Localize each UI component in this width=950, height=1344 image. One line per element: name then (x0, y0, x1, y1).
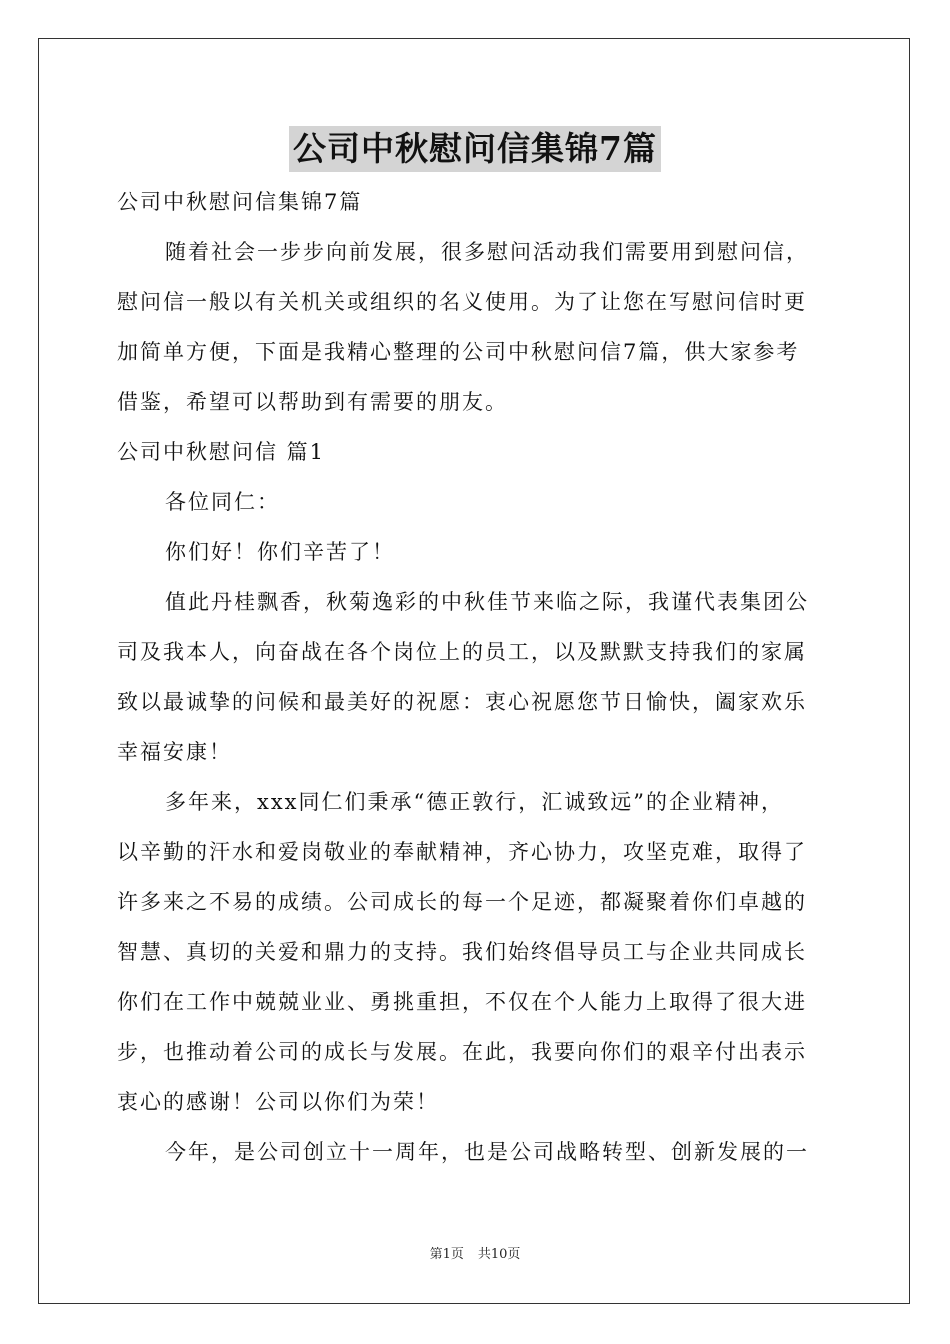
text-line: 随着社会一步步向前发展，很多慰问活动我们需要用到慰问信， (165, 240, 809, 264)
text-line: 你们好！你们辛苦了！ (165, 540, 395, 564)
text-line: 你们在工作中兢兢业业、勇挑重担，不仅在个人能力上取得了很大进 (117, 990, 807, 1014)
text-line: 衷心的感谢！公司以你们为荣！ (117, 1090, 439, 1114)
text-line: 智慧、真切的关爱和鼎力的支持。我们始终倡导员工与企业共同成长 (117, 940, 807, 964)
text-line: 步，也推动着公司的成长与发展。在此，我要向你们的艰辛付出表示 (117, 1040, 807, 1064)
page-number: 第1页 (429, 1247, 464, 1262)
text-line: 公司中秋慰问信集锦7篇 (117, 190, 363, 214)
text-line: 慰问信一般以有关机关或组织的名义使用。为了让您在写慰问信时更 (117, 290, 807, 314)
page-footer (0, 1245, 950, 1265)
text-line: 以辛勤的汗水和爱岗敬业的奉献精神，齐心协力，攻坚克难，取得了 (117, 840, 807, 864)
document-body (117, 177, 833, 1177)
text-line: 借鉴，希望可以帮助到有需要的朋友。 (117, 390, 508, 414)
text-line: 今年，是公司创立十一周年，也是公司战略转型、创新发展的一 (165, 1140, 809, 1164)
page-total: 共10页 (477, 1247, 521, 1262)
text-line: 值此丹桂飘香，秋菊逸彩的中秋佳节来临之际，我谨代表集团公 (165, 590, 809, 614)
document-title: 公司中秋慰问信集锦7篇 (289, 126, 661, 172)
text-line: 致以最诚挚的问候和最美好的祝愿：衷心祝愿您节日愉快，阖家欢乐 (117, 690, 807, 714)
text-line: 多年来，xxx同仁们秉承“德正敦行，汇诚致远”的企业精神， (165, 790, 784, 814)
text-line: 许多来之不易的成绩。公司成长的每一个足迹，都凝聚着你们卓越的 (117, 890, 807, 914)
text-line: 幸福安康！ (117, 740, 232, 764)
section-heading: 公司中秋慰问信 篇1 (117, 440, 326, 464)
text-line: 司及我本人，向奋战在各个岗位上的员工，以及默默支持我们的家属 (117, 640, 807, 664)
text-line: 加简单方便，下面是我精心整理的公司中秋慰问信7篇，供大家参考 (117, 340, 800, 364)
title-wrap (0, 126, 950, 172)
text-line: 各位同仁： (165, 490, 280, 514)
